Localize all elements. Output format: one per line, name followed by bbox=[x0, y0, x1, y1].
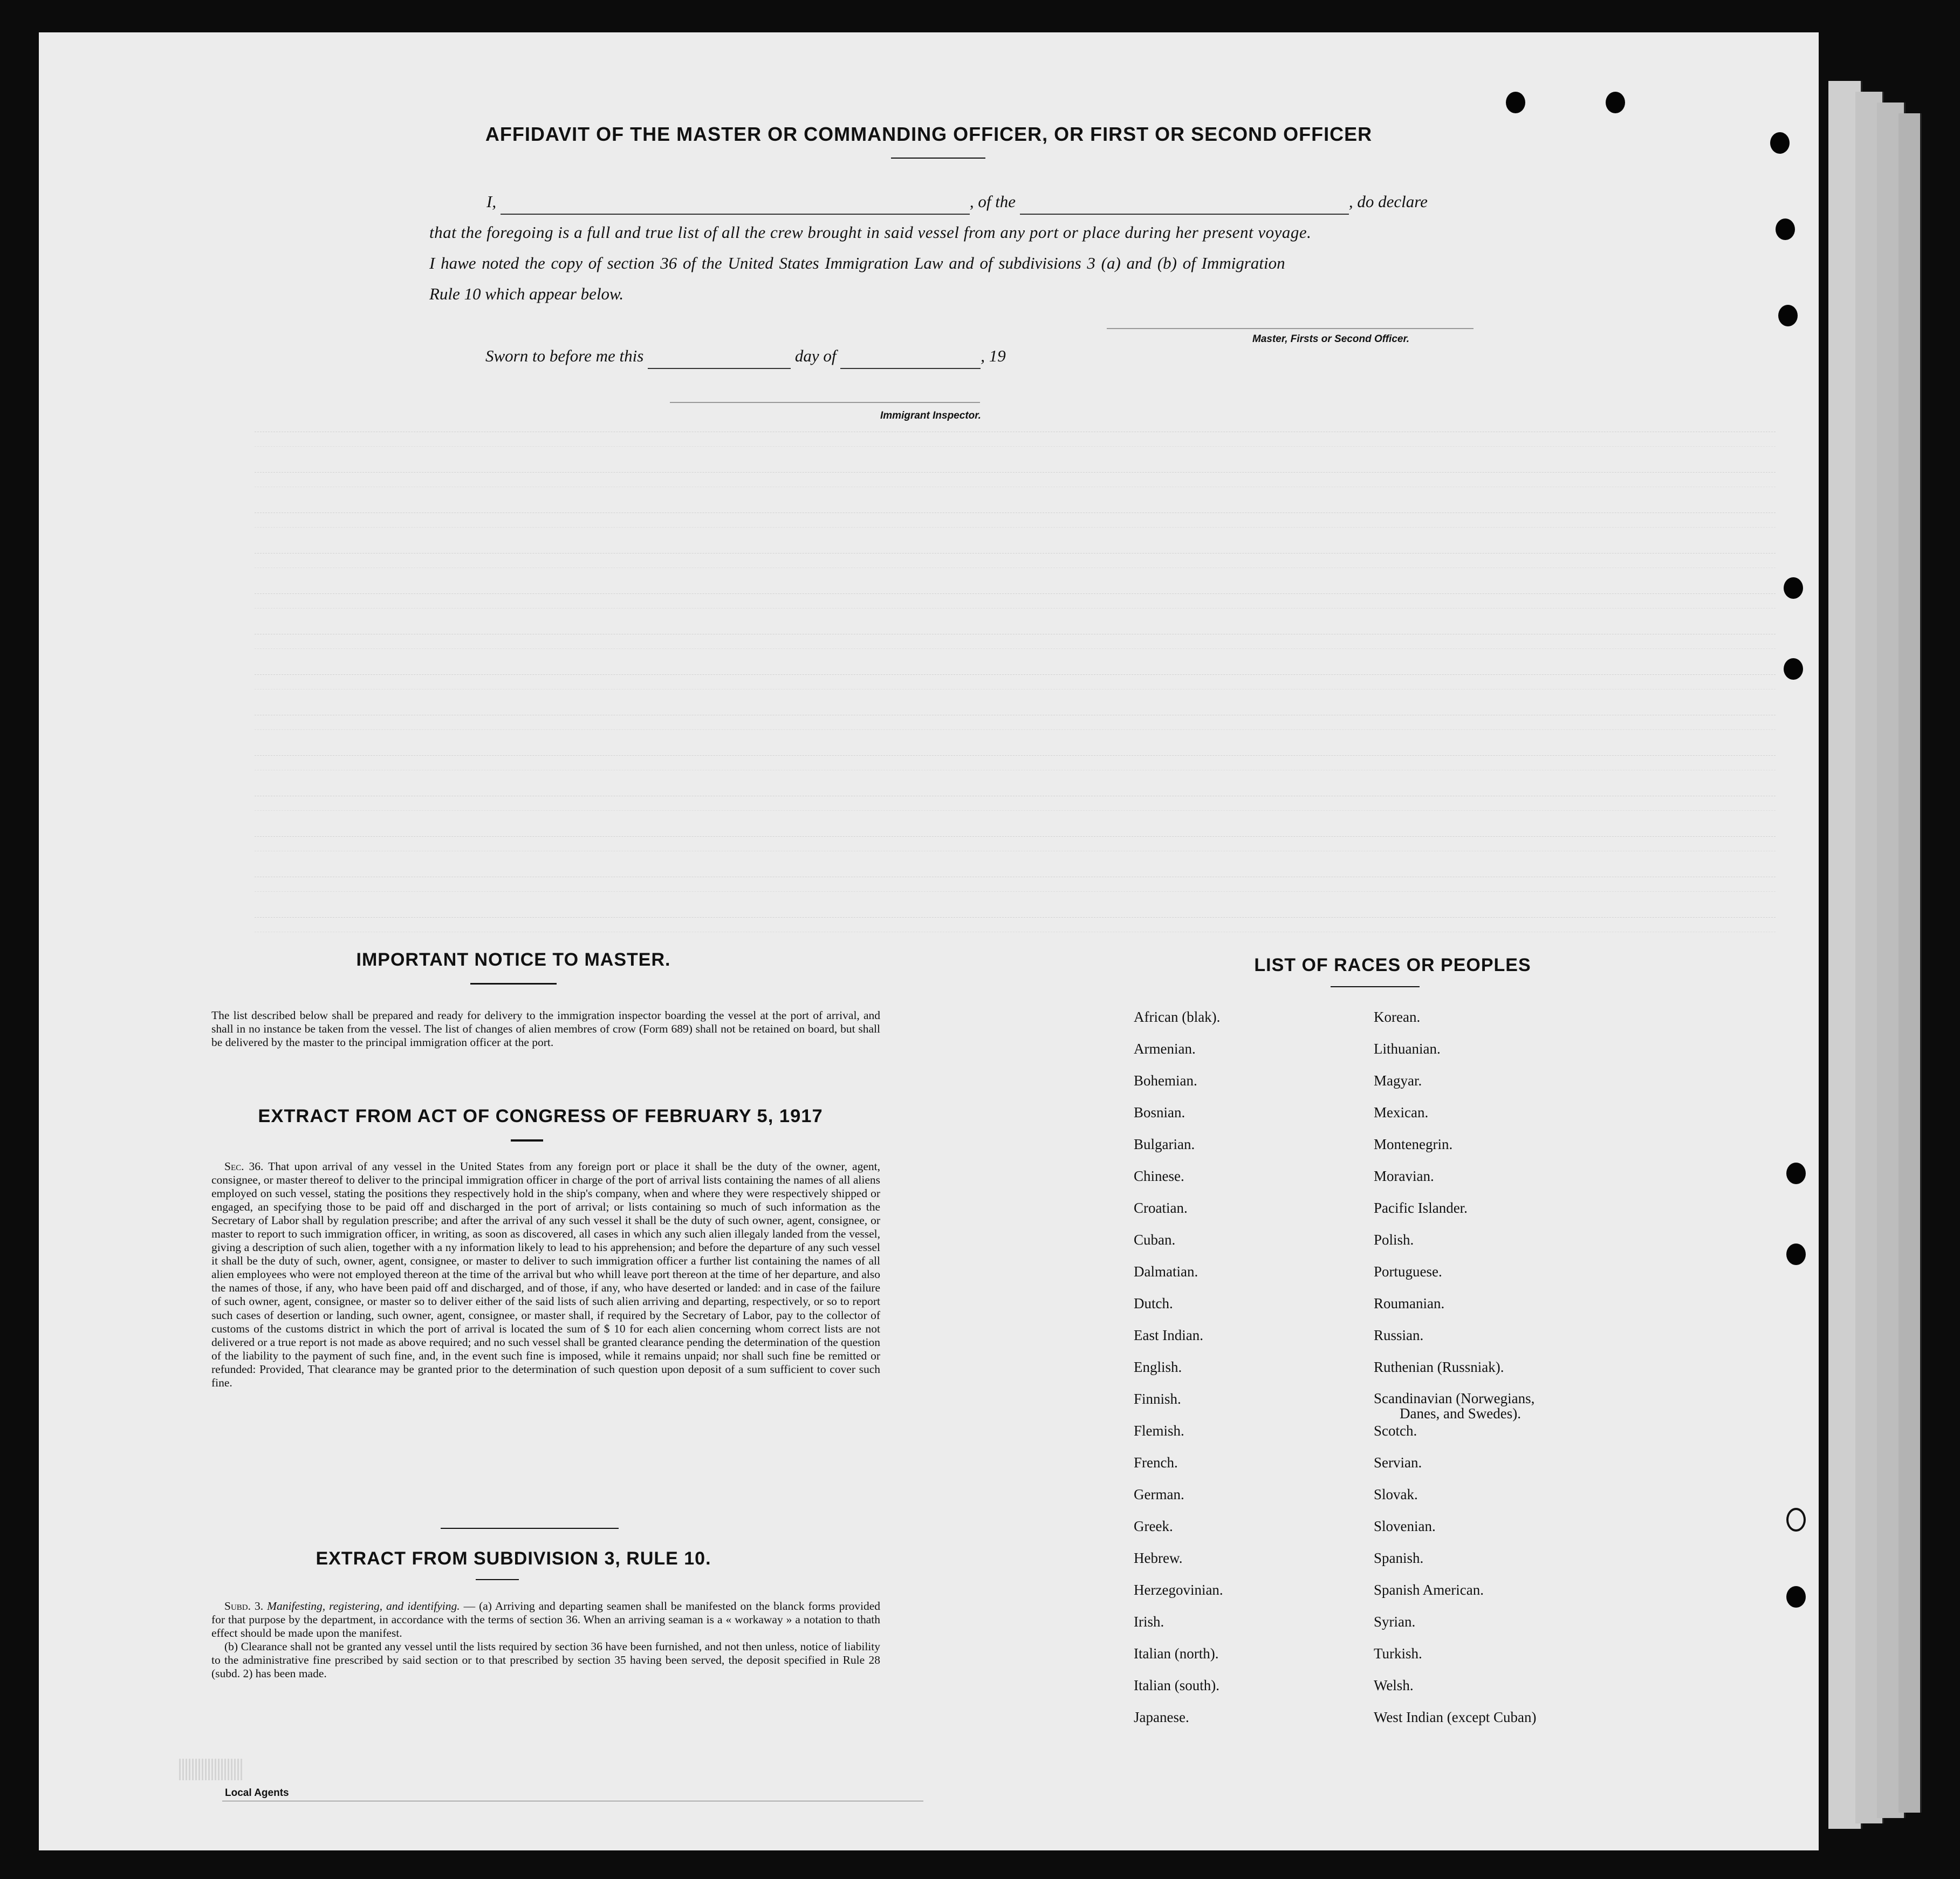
race-item: Turkish. bbox=[1374, 1645, 1422, 1662]
race-item: Pacific Islander. bbox=[1374, 1200, 1468, 1216]
ghost-row bbox=[255, 715, 1776, 730]
notice-ornament bbox=[470, 983, 557, 985]
sworn-day-field[interactable] bbox=[648, 352, 791, 369]
sworn-label: Sworn to before me this bbox=[485, 346, 644, 365]
ghost-row bbox=[255, 836, 1776, 851]
race-item: Mexican. bbox=[1374, 1104, 1429, 1120]
punch-hole bbox=[1784, 577, 1803, 599]
race-item: Korean. bbox=[1374, 1009, 1421, 1025]
ghost-row bbox=[255, 513, 1776, 528]
races-left-column bbox=[1134, 1009, 1223, 1741]
race-item: Polish. bbox=[1374, 1232, 1414, 1248]
subd-label: Subd. 3. bbox=[224, 1600, 264, 1612]
race-item: Chinese. bbox=[1134, 1168, 1184, 1184]
master-name-field[interactable] bbox=[501, 197, 970, 215]
affidavit-title: AFFIDAVIT OF THE MASTER OR COMMANDING OFFICER, OR FIRST OR SECOND OFFICER bbox=[485, 123, 1373, 145]
affidavit-line-2: that the foregoing is a full and true list of all the crew brought in said vessel from any port or place during her present voyage. bbox=[429, 223, 1312, 242]
race-item-line: Scandinavian (Norwegians, bbox=[1374, 1390, 1535, 1406]
rule-para-a bbox=[211, 1600, 880, 1640]
rule-para-b: (b) Clearance shall not be granted any vessel until the lists required by section 36 have been furnished, and not then unless, notice of liability to the administrative fine prescribed by said section or to that prescribed by section 35 having been served, the deposit specified in Rule 28 (subd. 2) has been made. bbox=[211, 1640, 880, 1680]
race-item: Montenegrin. bbox=[1374, 1136, 1453, 1152]
act-text bbox=[211, 1160, 880, 1390]
race-item-line: Danes, and Swedes). bbox=[1400, 1405, 1521, 1422]
punch-hole bbox=[1506, 92, 1525, 113]
race-item: Lithuanian. bbox=[1374, 1041, 1441, 1057]
punch-hole bbox=[1770, 132, 1790, 154]
race-item: Syrian. bbox=[1374, 1614, 1416, 1630]
act-section-text: That upon arrival of any vessel in the United States from any foreign port or place it shall be the duty of the owner, agent, consignee, or master thereof to deliver to the principal immigration officer in charge of the port of arrival lists containing the names of all aliens employed on such vessel, stating the positions they respectively hold in the ship's company, when and where they were respectively shipped or engaged, an specifying those to be paid off and discharged in the port of arrival; or lists containing so much of such information as the Secretary of Labor shall by regulation prescribe; and after the arrival of any such vessel it shall be the duty of such owner, agent, consignee, or master to report to such immigration officer, in writing, as soon as discovered, all cases in which any such alien illegaly landed from the vessel, giving a description of such alien, together with a ny information likely to lead to his apprehension; and before the departure of any such vessel it shall be the duty of such, owner, agent, consignee, or master to deliver to such immigration officer a further list containing the names of all alien employees who were not employed thereon at the time of the arrival but who whill leave port thereon at the time of her departure, and also the names of those, if any, who have been paid off and discharged, and of those, if any, who have deserted or landed: and in case of the failure of such owner, agent, consignee, or master so to deliver either of the said lists of such alien arriving and departing, respectively, or so to report such cases of desertion or landing, such owner, agent, consignee, or master shall, if required by the Secretary of Labor, pay to the collector of customs of the customs district in which the port of arrival is located the sum of $ 10 for each alien concerning whom correct lists are not delivered or a true report is not made as above required; and no such vessel shall be granted clearance pending the determination of the question of the liability to the payment of such fine, and, in the event such fine is imposed, while it remains unpaid; nor shall such fine be remitted or refunded: Provided, That clearance may be granted prior to the determination of such question upon deposit of a sum sufficient to cover such fine. bbox=[211, 1160, 880, 1389]
master-signature-label: Master, Firsts or Second Officer. bbox=[1252, 333, 1410, 345]
sworn-line bbox=[485, 343, 1006, 369]
race-item: African (blak). bbox=[1134, 1009, 1221, 1025]
do-declare-label: , do declare bbox=[1348, 192, 1428, 211]
notice-text: The list described below shall be prepared and ready for delivery to the immigration inspector boarding the vessel at the port of arrival, and shall in no instance be taken from the vessel. The list of changes of alien membres of crow (Form 689) shall not be retained on board, but shall be delivered by the master to the principal immigration officer at the port. bbox=[211, 1009, 880, 1049]
affidavit-line-3: I hawe noted the copy of section 36 of the United States Immigration Law and of subdivisions 3 (a) and (b) of Immigration bbox=[429, 254, 1285, 272]
race-item: Slovenian. bbox=[1374, 1518, 1436, 1534]
affidavit-line-1 bbox=[486, 189, 1428, 215]
local-agents-label: Local Agents bbox=[225, 1787, 289, 1799]
ghost-row bbox=[255, 593, 1776, 609]
ghost-row bbox=[255, 553, 1776, 568]
act-heading: EXTRACT FROM ACT OF CONGRESS OF FEBRUARY 5, 1917 bbox=[258, 1106, 823, 1126]
ghost-row bbox=[255, 796, 1776, 811]
master-signature-line bbox=[1107, 328, 1474, 329]
punch-hole bbox=[1784, 658, 1803, 680]
race-item: English. bbox=[1134, 1359, 1182, 1375]
races-right-column bbox=[1374, 1009, 1536, 1741]
race-item: Greek. bbox=[1134, 1518, 1173, 1534]
act-ornament bbox=[511, 1139, 543, 1142]
rule-para-a-text: — (a) Arriving and departing seamen shall be manifested on the blanck forms provided for that purpose by the department, in accordance with the terms of section 36. When an arriving seaman is a « workaway » a notation to thath effect should be made upon the manifest. bbox=[211, 1600, 881, 1640]
race-item: German. bbox=[1134, 1486, 1184, 1502]
race-item: Armenian. bbox=[1134, 1041, 1196, 1057]
race-item: Slovak. bbox=[1374, 1486, 1418, 1502]
punch-hole bbox=[1786, 1508, 1806, 1532]
race-item: Hebrew. bbox=[1134, 1550, 1183, 1566]
race-item: West Indian (except Cuban) bbox=[1374, 1709, 1537, 1725]
race-item: Roumanian. bbox=[1374, 1295, 1445, 1311]
race-item: Russian. bbox=[1374, 1327, 1424, 1343]
punch-hole bbox=[1786, 1163, 1806, 1184]
rule-heading: EXTRACT FROM SUBDIVISION 3, RULE 10. bbox=[316, 1548, 711, 1569]
race-item: Italian (north). bbox=[1134, 1645, 1219, 1662]
inspector-signature-line bbox=[670, 402, 980, 403]
subd-title: Manifesting, registering, and identifying. bbox=[267, 1600, 460, 1612]
ghost-row bbox=[255, 634, 1776, 649]
ghost-row bbox=[255, 432, 1776, 447]
i-label: I, bbox=[486, 192, 497, 211]
race-item: Spanish American. bbox=[1374, 1582, 1484, 1598]
ghost-row bbox=[255, 877, 1776, 892]
ghost-row bbox=[255, 472, 1776, 487]
vessel-name-field[interactable] bbox=[1020, 197, 1349, 215]
race-item: Servian. bbox=[1374, 1454, 1422, 1471]
punch-hole bbox=[1786, 1586, 1806, 1608]
page-edge-layer bbox=[1899, 113, 1922, 1813]
race-item: Herzegovinian. bbox=[1134, 1582, 1223, 1598]
race-item: Portuguese. bbox=[1374, 1263, 1442, 1280]
race-item: Bosnian. bbox=[1134, 1104, 1185, 1120]
rule-ornament bbox=[476, 1579, 519, 1580]
races-underline bbox=[1331, 986, 1420, 987]
race-item: Ruthenian (Russniak). bbox=[1374, 1359, 1504, 1375]
affidavit-line-4: Rule 10 which appear below. bbox=[429, 284, 624, 303]
ghost-row bbox=[255, 917, 1776, 932]
race-item: Cuban. bbox=[1134, 1232, 1176, 1248]
race-item bbox=[1374, 1391, 1536, 1423]
notice-heading: IMPORTANT NOTICE TO MASTER. bbox=[356, 949, 671, 970]
ghost-row bbox=[255, 755, 1776, 770]
races-heading: LIST OF RACES OR PEOPLES bbox=[1254, 955, 1531, 975]
sworn-month-field[interactable] bbox=[840, 352, 981, 369]
rule-text bbox=[211, 1600, 880, 1680]
race-item: French. bbox=[1134, 1454, 1178, 1471]
race-item: Japanese. bbox=[1134, 1709, 1189, 1725]
race-item: Bohemian. bbox=[1134, 1072, 1197, 1089]
inspector-signature-label: Immigrant Inspector. bbox=[880, 410, 981, 421]
race-item: Spanish. bbox=[1374, 1550, 1424, 1566]
race-item: Bulgarian. bbox=[1134, 1136, 1195, 1152]
punch-hole bbox=[1786, 1243, 1806, 1265]
race-item: Flemish. bbox=[1134, 1423, 1184, 1439]
act-section-label: Sec. 36. bbox=[224, 1160, 264, 1173]
document-page bbox=[39, 32, 1819, 1850]
race-item: Magyar. bbox=[1374, 1072, 1422, 1089]
race-item: Irish. bbox=[1134, 1614, 1164, 1630]
race-item: Croatian. bbox=[1134, 1200, 1188, 1216]
punch-hole bbox=[1776, 218, 1795, 240]
race-item: Dalmatian. bbox=[1134, 1263, 1198, 1280]
ghost-row bbox=[255, 674, 1776, 689]
of-the-label: , of the bbox=[969, 192, 1016, 211]
title-underline bbox=[891, 158, 985, 159]
race-item: Welsh. bbox=[1374, 1677, 1414, 1693]
race-item: Finnish. bbox=[1134, 1391, 1181, 1407]
year-label: , 19 bbox=[981, 346, 1006, 365]
race-item: Dutch. bbox=[1134, 1295, 1173, 1311]
race-item: Italian (south). bbox=[1134, 1677, 1219, 1693]
race-item: Moravian. bbox=[1374, 1168, 1434, 1184]
punch-hole bbox=[1778, 305, 1798, 326]
race-item: East Indian. bbox=[1134, 1327, 1203, 1343]
race-item: Scotch. bbox=[1374, 1423, 1417, 1439]
stamp-smudge bbox=[179, 1759, 244, 1780]
day-of-label: day of bbox=[794, 346, 837, 365]
act-separator bbox=[441, 1528, 619, 1529]
punch-hole bbox=[1606, 92, 1625, 113]
